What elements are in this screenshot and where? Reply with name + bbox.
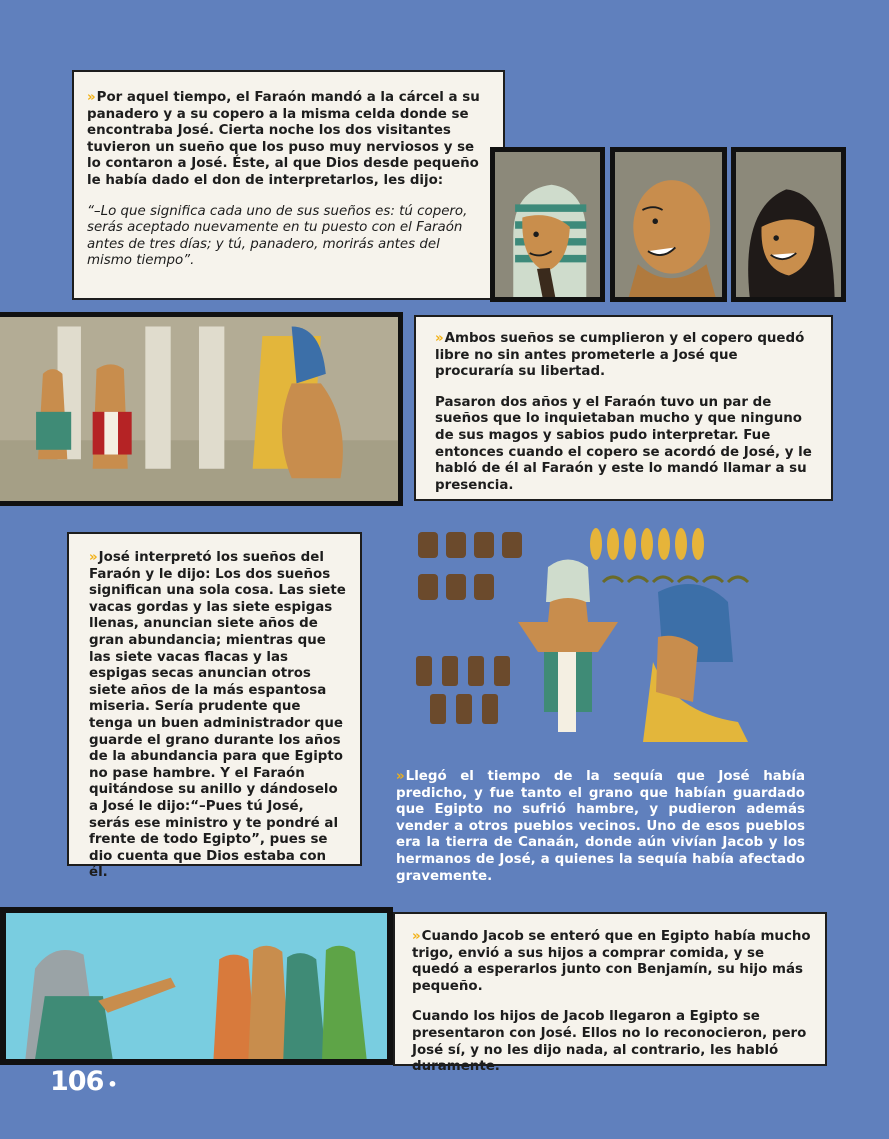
narration-prison: » Por aquel tiempo, el Faraón mandó a la cárcel a su panadero y a su copero a la misma celda donde se encontraba José. Cierta noche los dos visitantes tuvieron un sueño que los puso muy nerviosos y se lo contaron a José. Éste, al que Dios desde pequeño le había dado el don de interpretarlos, les dijo: [87, 90, 480, 188]
panel-throne-room [0, 312, 403, 506]
narration-brothers-arrive: Cuando los hijos de Jacob llegaron a Egipto se presentaron con José. Ellos no lo reconocieron, pero José sí, y no les dijo nada, al contrario, les habló duramente. [412, 1009, 807, 1075]
page-number: 106 • [50, 1066, 117, 1097]
narration-box-interpretation [67, 532, 362, 881]
bullet-icon: » [435, 331, 441, 346]
narration-interpretation: » José interpretó los sueños del Faraón y le dijo: Los dos sueños significan una sola cosa. Las siete vacas gordas y las siete espigas llenas, anuncian siete años de gran abundancia; mientras que las siete vacas flacas y las espigas secas anuncian otros siete años de la más espantosa miseria. Sería prudente que tenga un buen administrador que guarde el grano durante los años de la abundancia para que Egipto no pase hambre. Y el Faraón quitándose su anillo y dándoselo a José le dijo:“–Pues tú José, serás ese ministro y te pondré al frente de todo Egipto”, pues se dio cuenta que Dios estaba con él. [89, 550, 346, 881]
panel-portrait-cupbearer [731, 147, 846, 302]
panel-portrait-baker [610, 147, 727, 302]
narration-box-prison [72, 70, 505, 300]
bullet-icon: » [396, 769, 402, 784]
narration-jacob-sends-sons: » Cuando Jacob se enteró que en Egipto había mucho trigo, envió a sus hijos a comprar comida, y se quedó a esperarlos junto con Benjamín, su hijo más pequeño. [412, 929, 811, 994]
bullet-icon: » [87, 90, 93, 105]
narration-drought: » Llegó el tiempo de la sequía que José había predicho, y fue tanto el grano que habían guardado que Egipto no sufrió hambre, y pudieron además vender a otros pueblos vecinos. Uno de esos pueblos era la tierra de Canaán, donde aún vivían Jacob y los hermanos de José, a quienes la sequía había afectado gravemente. [396, 769, 805, 884]
narration-dreams-fulfilled: » Ambos sueños se cumplieron y el copero quedó libre no sin antes prometerle a José que procuraría su libertad. [435, 331, 805, 380]
panel-jacob-sons [0, 907, 393, 1065]
narration-pharaoh-dreams: Pasaron dos años y el Faraón tuvo un par de sueños que lo inquietaban mucho y que ninguno de sus magos y sabios pudo interpretar. Fue entonces cuando el copero se acordó de José, y le habló de él al Faraón y este lo mandó llamar a su presencia. [435, 394, 812, 493]
joseph-quote-dreams: “–Lo que significa cada uno de sus sueños es: tú copero, serás aceptado nuevamente en tu puesto con el Faraón antes de tres días; y tú, panadero, morirás antes del mismo tiempo”. [87, 203, 468, 269]
panel-portrait-joseph [490, 147, 605, 302]
narration-box-jacob [393, 912, 827, 1075]
illustration-pharaoh-dream [408, 522, 778, 742]
bullet-icon: » [412, 929, 418, 944]
bullet-icon: » [89, 550, 95, 565]
narration-box-pharaoh-dreams [414, 315, 833, 501]
